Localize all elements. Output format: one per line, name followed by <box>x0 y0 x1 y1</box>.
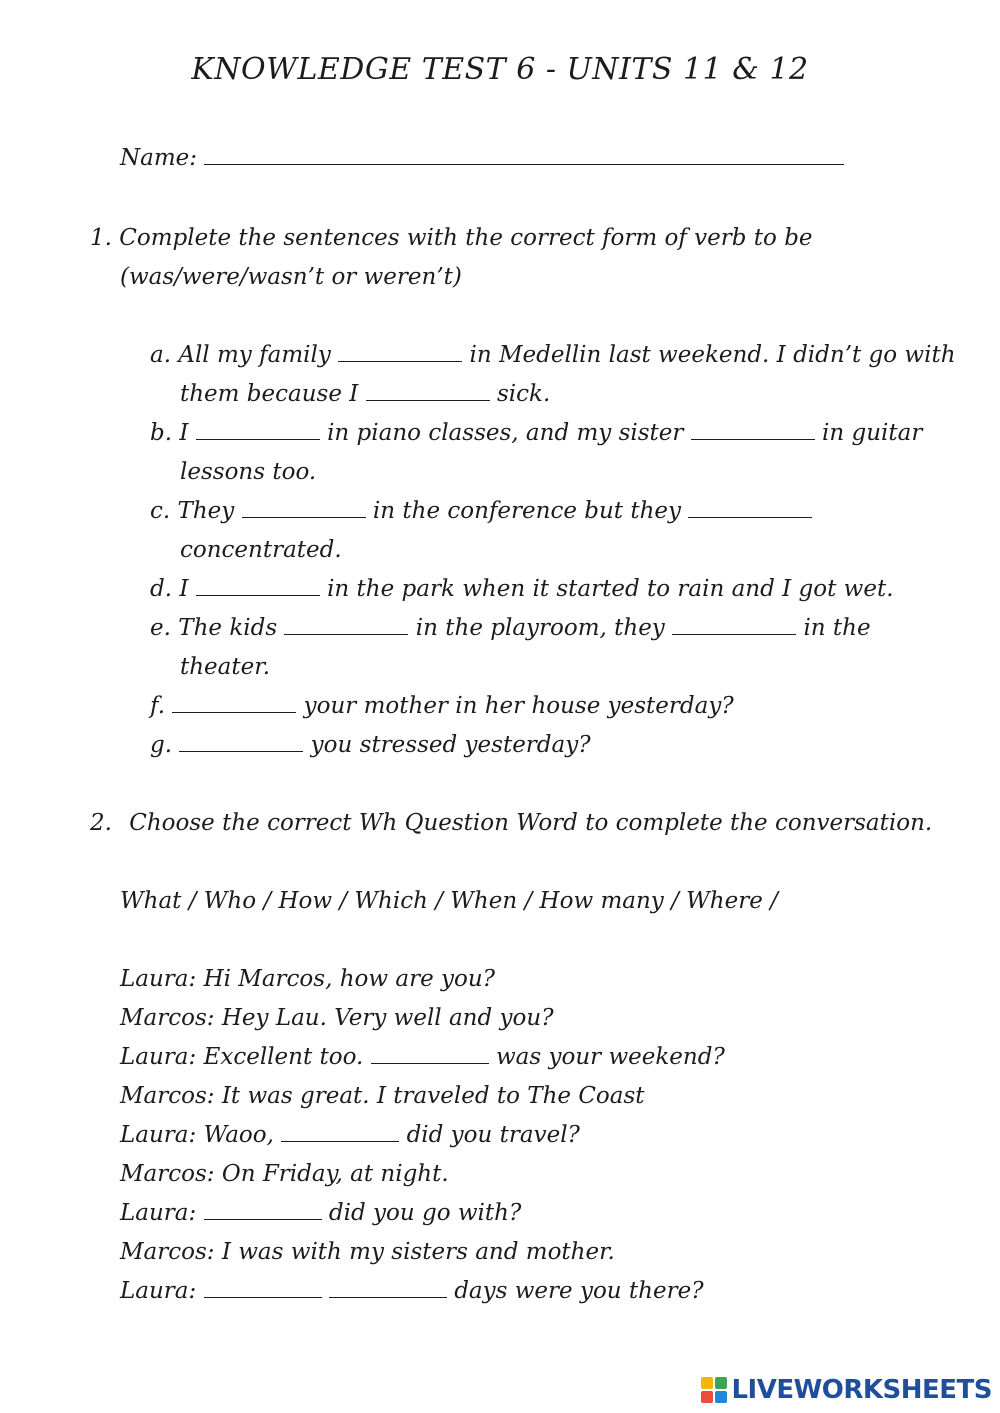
dialogue-text: Laura: <box>120 1200 197 1226</box>
dialogue-text: days were you there? <box>454 1278 704 1304</box>
item-text: in the park when it started to rain and I got wet. <box>327 576 894 602</box>
dialogue-text: Marcos: I was with my sisters and mother. <box>120 1239 615 1265</box>
section1-number: 1. <box>90 225 112 251</box>
dialogue-line <box>120 1198 521 1228</box>
dialogue-line <box>120 1003 554 1033</box>
dialogue-text: Marcos: It was great. I traveled to The Coast <box>120 1083 645 1109</box>
item-marker: f. <box>150 693 166 719</box>
dialogue-text: Laura: Hi Marcos, how are you? <box>120 966 495 992</box>
item-text: lessons too. <box>180 459 317 485</box>
item-text: in the playroom, they <box>415 615 665 641</box>
logo-text: LIVEWORKSHEETS <box>731 1375 992 1405</box>
item-text: in piano classes, and my sister <box>327 420 684 446</box>
answer-blank[interactable] <box>371 1045 489 1064</box>
section1-instruction-cont <box>120 262 462 292</box>
answer-blank[interactable] <box>242 499 366 518</box>
section1-instruction <box>90 223 813 253</box>
answer-blank[interactable] <box>204 1201 322 1220</box>
dialogue-text: did you go with? <box>328 1200 522 1226</box>
answer-blank[interactable] <box>172 694 296 713</box>
item-marker: a. <box>150 342 172 368</box>
item-e <box>150 613 871 643</box>
dialogue-line <box>120 1081 645 1111</box>
answer-blank[interactable] <box>691 421 815 440</box>
answer-blank[interactable] <box>196 421 320 440</box>
item-marker: c. <box>150 498 171 524</box>
item-text: All my family <box>178 342 331 368</box>
logo-square <box>715 1377 727 1389</box>
dialogue-text: Laura: Waoo, <box>120 1122 274 1148</box>
item-text: They <box>177 498 235 524</box>
item-g <box>150 730 591 760</box>
page-title: KNOWLEDGE TEST 6 - UNITS 11 & 12 <box>191 52 809 87</box>
dialogue-text: did you travel? <box>406 1122 580 1148</box>
item-text: sick. <box>496 381 551 407</box>
item-e-cont <box>180 652 270 682</box>
answer-blank[interactable] <box>672 616 796 635</box>
dialogue-line <box>120 1237 615 1267</box>
item-text: I <box>179 420 189 446</box>
answer-blank[interactable] <box>688 499 812 518</box>
item-text: in guitar <box>822 420 923 446</box>
dialogue-text: Marcos: Hey Lau. Very well and you? <box>120 1005 554 1031</box>
answer-blank[interactable] <box>366 382 490 401</box>
logo-square <box>701 1377 713 1389</box>
answer-blank[interactable] <box>196 577 320 596</box>
item-text: The kids <box>178 615 278 641</box>
section2-instruction-text: Choose the correct Wh Question Word to complete the conversation. <box>129 810 933 836</box>
logo-square <box>715 1391 727 1403</box>
section2-number: 2. <box>90 810 112 836</box>
name-row <box>120 143 844 173</box>
section1-instruction-line1: Complete the sentences with the correct form of verb to be <box>119 225 813 251</box>
item-a-cont <box>180 379 550 409</box>
item-f <box>150 691 734 721</box>
dialogue-line <box>120 1276 704 1306</box>
name-label: Name: <box>120 145 198 171</box>
dialogue-line <box>120 1159 449 1189</box>
name-input[interactable] <box>204 146 844 165</box>
answer-blank[interactable] <box>179 733 303 752</box>
item-b-cont <box>180 457 316 487</box>
item-marker: e. <box>150 615 171 641</box>
item-text: you stressed yesterday? <box>310 732 591 758</box>
item-text: theater. <box>180 654 271 680</box>
section2-instruction <box>90 808 932 838</box>
dialogue-line <box>120 1120 580 1150</box>
item-text: in the <box>803 615 871 641</box>
answer-blank[interactable] <box>204 1279 322 1298</box>
item-text: concentrated. <box>180 537 342 563</box>
dialogue-text: Laura: Excellent too. <box>120 1044 364 1070</box>
dialogue-line <box>120 964 495 994</box>
item-text: in the conference but they <box>372 498 682 524</box>
dialogue-text: was your weekend? <box>495 1044 725 1070</box>
item-marker: g. <box>150 732 173 758</box>
item-text: in Medellin last weekend. I didn’t go with <box>469 342 956 368</box>
item-text: I <box>179 576 189 602</box>
answer-blank[interactable] <box>284 616 408 635</box>
item-marker: b. <box>150 420 173 446</box>
item-text: your mother in her house yesterday? <box>303 693 734 719</box>
dialogue-line <box>120 1042 725 1072</box>
item-b <box>150 418 922 448</box>
logo-square <box>701 1391 713 1403</box>
dialogue-text: Laura: <box>120 1278 197 1304</box>
item-text: them because I <box>180 381 359 407</box>
answer-blank[interactable] <box>329 1279 447 1298</box>
answer-blank[interactable] <box>281 1123 399 1142</box>
logo-mark-icon <box>701 1377 727 1403</box>
item-marker: d. <box>150 576 173 602</box>
word-bank: What / Who / How / Which / When / How many / Where / <box>120 888 778 914</box>
dialogue-text: Marcos: On Friday, at night. <box>120 1161 449 1187</box>
answer-blank[interactable] <box>338 343 462 362</box>
item-a <box>150 340 956 370</box>
liveworksheets-logo[interactable] <box>701 1373 992 1407</box>
section1-instruction-line2: (was/were/wasn’t or weren’t) <box>120 264 462 290</box>
item-d <box>150 574 894 604</box>
item-c-cont <box>180 535 342 565</box>
item-c <box>150 496 812 526</box>
